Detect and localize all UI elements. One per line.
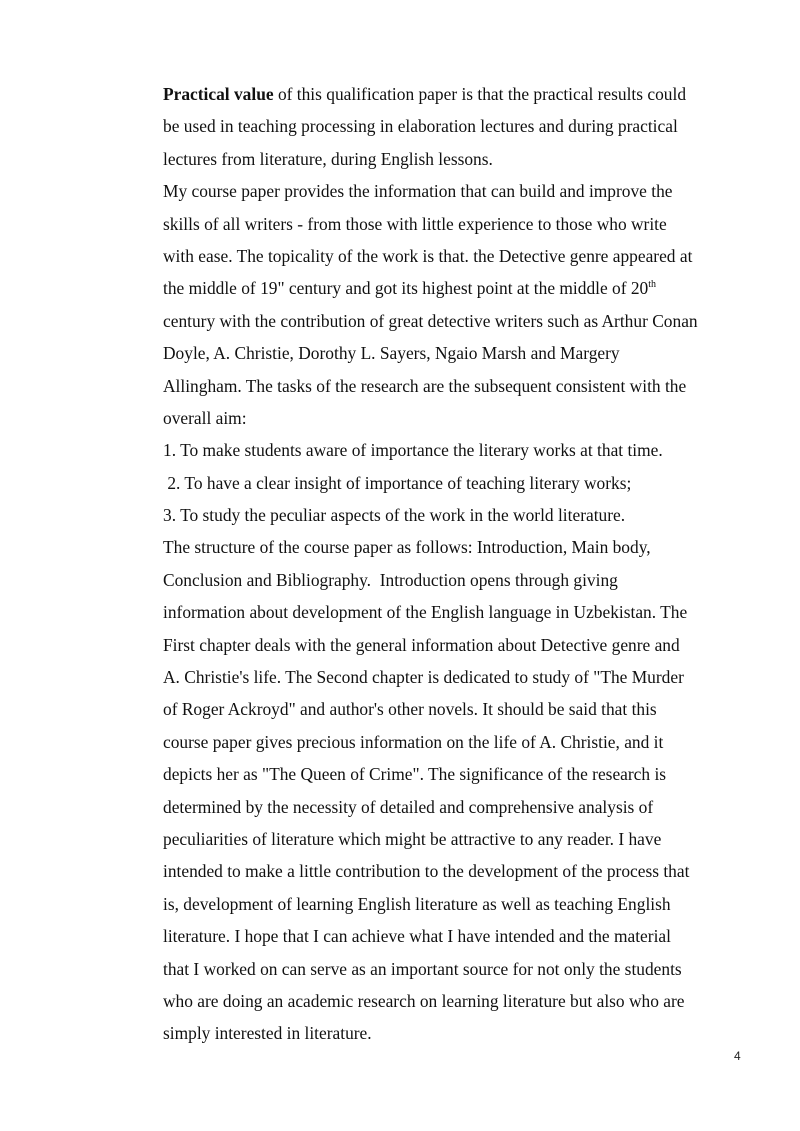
text-line (163, 823, 763, 855)
bold-heading-phrase: Practical value (163, 84, 274, 104)
line-text: determined by the necessity of detailed and comprehensive analysis of (163, 796, 654, 817)
text-line (163, 110, 763, 142)
text-line (163, 240, 763, 272)
line-text: 2. To have a clear insight of importance of teaching literary works; (163, 472, 632, 493)
text-line (163, 305, 763, 337)
line-text: depicts her as "The Queen of Crime". The significance of the research is (163, 764, 667, 785)
text-line (163, 370, 763, 402)
text-line (163, 564, 763, 596)
line-text: of this qualification paper is that the practical results could (273, 84, 687, 104)
line-text: is, development of learning English literature as well as teaching English (163, 893, 671, 914)
text-line (163, 272, 763, 304)
line-text: overall aim: (163, 407, 247, 428)
text-line (163, 855, 763, 887)
line-text: The structure of the course paper as follows: Introduction, Main body, (163, 537, 651, 558)
line-text: be used in teaching processing in elaboration lectures and during practical (163, 116, 678, 137)
text-line (163, 920, 763, 952)
line-text: skills of all writers - from those with little experience to those who write (163, 213, 667, 234)
text-line (163, 661, 763, 693)
text-line (163, 78, 763, 110)
line-text: century with the contribution of great detective writers such as Arthur Conan (163, 310, 698, 331)
text-line (163, 434, 763, 466)
line-text: Conclusion and Bibliography. Introduction opens through giving (163, 569, 618, 590)
text-line (163, 208, 763, 240)
line-text: the middle of 19" century and got its highest point at the middle of 20 (163, 278, 649, 299)
text-line (163, 888, 763, 920)
line-text: Allingham. The tasks of the research are the subsequent consistent with the (163, 375, 687, 396)
line-text: with ease. The topicality of the work is that. the Detective genre appeared at (163, 245, 693, 266)
line-text: 3. To study the peculiar aspects of the work in the world literature. (163, 505, 626, 526)
page-number: 4 (734, 1049, 741, 1063)
text-line (163, 499, 763, 531)
line-text: First chapter deals with the general information about Detective genre and (163, 634, 680, 655)
text-line (163, 758, 763, 790)
text-line (163, 953, 763, 985)
line-text: A. Christie's life. The Second chapter is dedicated to study of "The Murder (163, 667, 684, 688)
line-text: Doyle, A. Christie, Dorothy L. Sayers, Ngaio Marsh and Margery (163, 343, 620, 364)
line-text: peculiarities of literature which might be attractive to any reader. I have (163, 828, 662, 849)
line-text: who are doing an academic research on learning literature but also who are (163, 990, 685, 1011)
line-text: information about development of the English language in Uzbekistan. The (163, 602, 688, 623)
text-line (163, 531, 763, 563)
text-line (163, 596, 763, 628)
line-text: simply interested in literature. (163, 1023, 372, 1044)
text-line (163, 467, 763, 499)
line-text: literature. I hope that I can achieve what I have intended and the material (163, 926, 671, 947)
line-text: that I worked on can serve as an important source for not only the students (163, 958, 682, 979)
text-line (163, 337, 763, 369)
line-text: 1. To make students aware of importance the literary works at that time. (163, 440, 663, 461)
text-line (163, 693, 763, 725)
text-line (163, 985, 763, 1017)
text-line (163, 629, 763, 661)
text-line (163, 402, 763, 434)
text-line (163, 1017, 763, 1049)
line-text: My course paper provides the information that can build and improve the (163, 181, 673, 202)
text-line (163, 791, 763, 823)
superscript: th (648, 279, 657, 291)
body-text (163, 78, 763, 1050)
line-text: of Roger Ackroyd" and author's other novels. It should be said that this (163, 699, 657, 720)
line-text: course paper gives precious information on the life of A. Christie, and it (163, 731, 664, 752)
text-line (163, 175, 763, 207)
line-text: intended to make a little contribution to the development of the process that (163, 861, 690, 882)
text-line (163, 726, 763, 758)
line-text: lectures from literature, during English lessons. (163, 148, 493, 169)
text-line (163, 143, 763, 175)
